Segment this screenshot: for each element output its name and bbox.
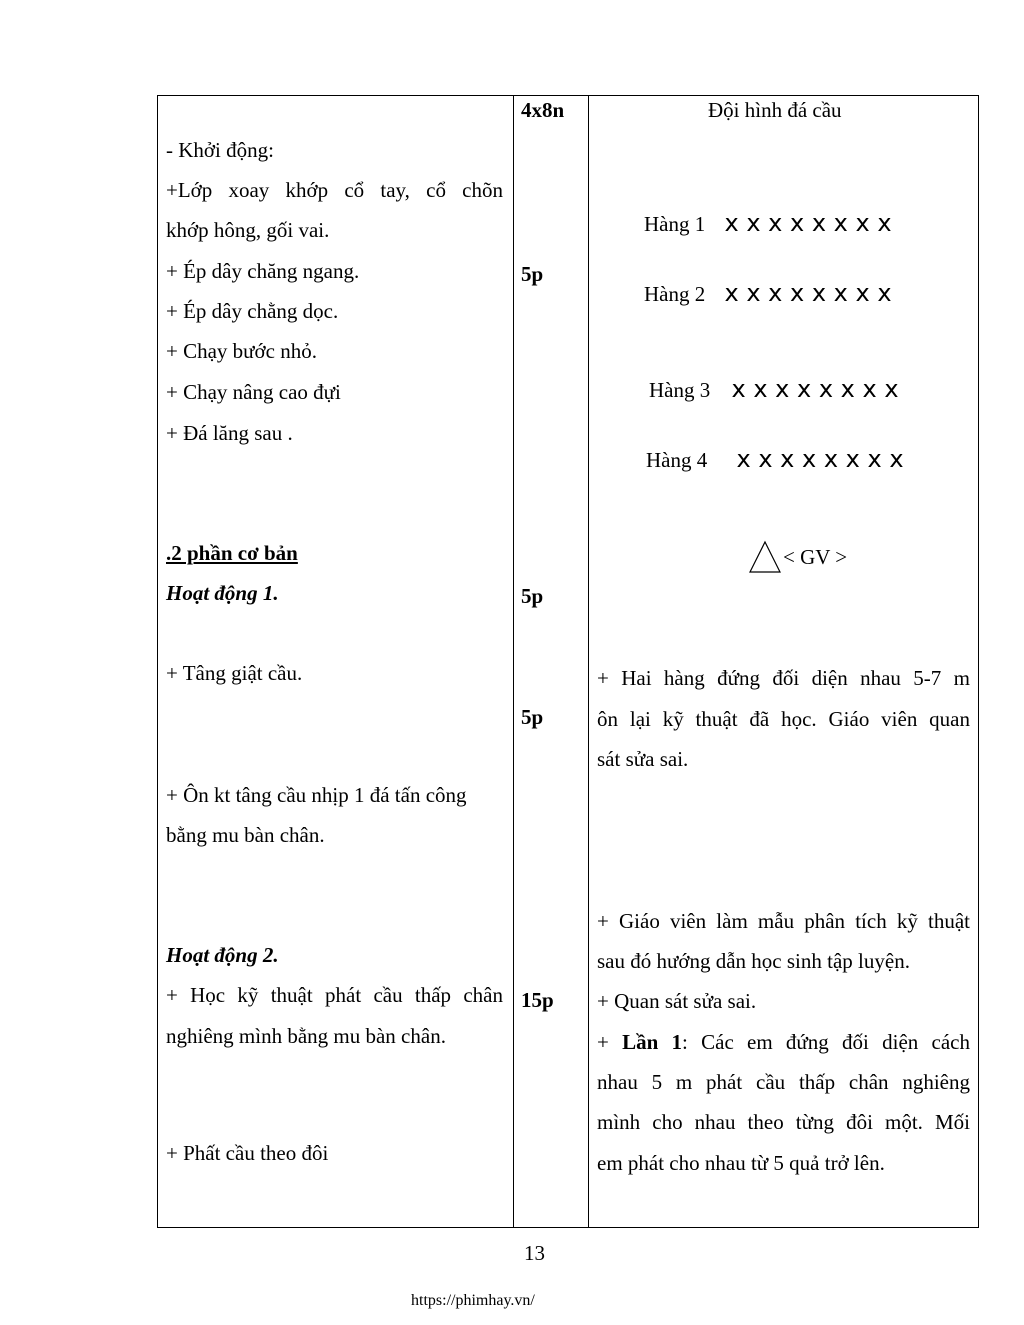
organization-note-1b: ôn lại kỹ thuật đã học. Giáo viên quan [597, 707, 970, 731]
activity-1-item-2b: bằng mu bàn chân. [166, 823, 325, 847]
column-divider-2 [588, 96, 589, 1227]
formation-row-marks: x x x x x x x x [736, 445, 904, 473]
warmup-item-1a: +Lớp xoay khớp cổ tay, cổ chõn [166, 178, 503, 202]
note-rest: : Các em đứng đối diện cách [682, 1030, 970, 1054]
time-dosage-4: 5p [521, 705, 544, 729]
time-dosage-3: 5p [521, 584, 544, 608]
organization-note-4d: em phát cho nhau từ 5 quả trở lên. [597, 1151, 885, 1175]
organization-note-2a: + Giáo viên làm mẫu phân tích kỹ thuật [597, 909, 970, 933]
activity-2-item-1b: nghiêng mình bằng mu bàn chân. [166, 1024, 446, 1048]
organization-note-2b: sau đó hướng dẫn học sinh tập luyện. [597, 949, 910, 973]
organization-note-3: + Quan sát sửa sai. [597, 989, 757, 1013]
formation-row-label: Hàng 2 [644, 282, 706, 306]
page-number: 13 [524, 1241, 545, 1265]
warmup-item-6: + Đá lăng sau . [166, 421, 293, 445]
organization-note-4b: nhau 5 m phát cầu thấp chân nghiêng [597, 1070, 970, 1094]
note-prefix: + [597, 1030, 623, 1054]
activity-2-item-2: + Phất cầu theo đôi [166, 1141, 329, 1165]
column-divider-1 [513, 96, 514, 1227]
time-dosage-1: 4x8n [521, 98, 565, 122]
footer-url-link[interactable]: https://phimhay.vn/ [411, 1292, 535, 1309]
time-dosage-5: 15p [521, 988, 554, 1012]
teacher-label: < GV > [783, 545, 848, 569]
warmup-item-5: + Chạy nâng cao đựi [166, 380, 341, 404]
warmup-item-1b: khớp hông, gối vai. [166, 218, 330, 242]
formation-title: Đội hình đá cầu [708, 98, 842, 122]
formation-row-4 [646, 446, 904, 473]
activity-1-heading: Hoạt động 1. [166, 581, 279, 605]
formation-row-label: Hàng 4 [646, 448, 708, 472]
warmup-item-4: + Chạy bước nhỏ. [166, 339, 317, 363]
formation-row-2 [644, 280, 892, 307]
formation-row-marks: x x x x x x x x [724, 209, 892, 237]
organization-note-4c: mình cho nhau theo từng đôi một. Mối [597, 1110, 970, 1134]
organization-note-1c: sát sửa sai. [597, 747, 689, 771]
note-bold-label: Lần 1 [622, 1030, 683, 1054]
warmup-item-2: + Ép dây chăng ngang. [166, 259, 360, 283]
activity-1-item-2a: + Ôn kt tâng cầu nhịp 1 đá tấn công [166, 783, 467, 807]
organization-note-4a [597, 1030, 970, 1054]
teacher-triangle-icon [748, 540, 782, 574]
formation-row-label: Hàng 3 [649, 378, 711, 402]
section-basic-heading: .2 phần cơ bản [166, 541, 298, 565]
warmup-heading: - Khởi động: [166, 138, 274, 162]
formation-row-label: Hàng 1 [644, 212, 706, 236]
activity-2-heading: Hoạt động 2. [166, 943, 279, 967]
formation-row-1 [644, 210, 892, 237]
formation-row-marks: x x x x x x x x [731, 375, 899, 403]
organization-note-1a: + Hai hàng đứng đối diện nhau 5-7 m [597, 666, 970, 690]
activity-2-item-1a: + Học kỹ thuật phát cầu thấp chân [166, 983, 503, 1007]
formation-row-marks: x x x x x x x x [724, 279, 892, 307]
activity-1-item-1: + Tâng giật cầu. [166, 661, 303, 685]
formation-row-3 [649, 376, 899, 403]
time-dosage-2: 5p [521, 262, 544, 286]
warmup-item-3: + Ép dây chằng dọc. [166, 299, 339, 323]
